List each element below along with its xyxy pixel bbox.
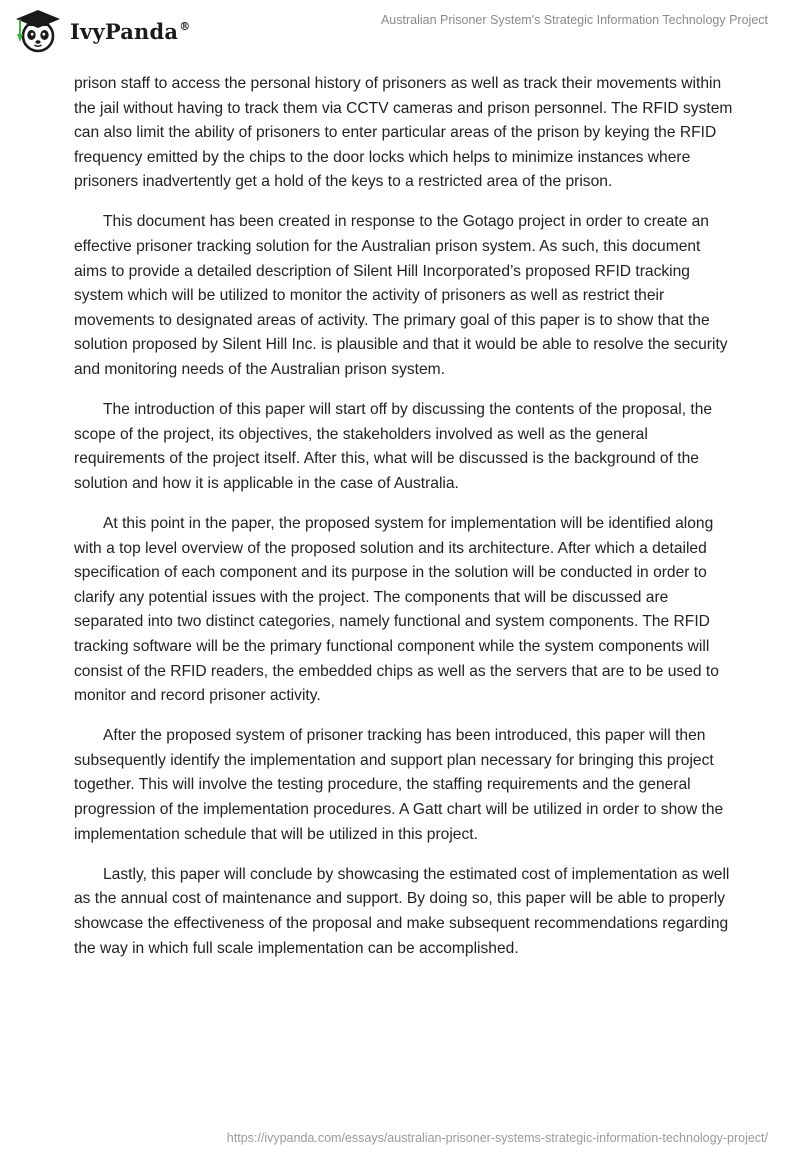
page-header [0, 0, 800, 62]
brand-name: IvyPanda® [70, 18, 191, 44]
ivypanda-logo[interactable] [12, 8, 190, 54]
paragraph-6: Lastly, this paper will conclude by showcasing the estimated cost of implementation as well as the annual cost of maintenance and support. By doing so, this paper will be able to properly showcase the effectiveness of the proposal and make subsequent recommendations regarding the way in which full scale implementation can be accomplished. [74, 865, 730, 957]
paragraph-3: The introduction of this paper will start off by discussing the contents of the proposal, the scope of the project, its objectives, the stakeholders involved as well as the general requirements of the project itself. After this, what will be discussed is the background of the solution and how it is applicable in the case of Australia. [74, 401, 713, 492]
paragraph-2: This document has been created in response to the Gotago project in order to create an effective prisoner tracking solution for the Australian prison system. As such, this document aims to provide a detailed description of Silent Hill Incorporated’s proposed RFID tracking system which will be utilized to monitor the activity of prisoners as well as restrict their movements to designated areas of activity. The primary goal of this paper is to show that the solution proposed by Silent Hill Inc. is plausible and that it would be able to resolve the security and monitoring needs of the Australian prison system. [74, 213, 728, 379]
paragraph-1: prison staff to access the personal history of prisoners as well as track their movements within the jail without having to track them via CCTV cameras and prison personnel. The RFID system can also limit the ability of prisoners to enter particular areas of the prison by keying the RFID frequency emitted by the chips to the door locks which helps to minimize instances where prisoners inadvertently get a hold of the keys to a restricted area of the prison. [74, 75, 733, 191]
registered-mark: ® [179, 19, 191, 33]
paragraph-5: After the proposed system of prisoner tracking has been introduced, this paper will then subsequently identify the implementation and support plan necessary for bringing this project together. This will involve the testing procedure, the staffing requirements and the general progression of the implementation procedures. A Gatt chart will be utilized in order to show the implementation schedule that will be utilized in this project. [74, 727, 724, 843]
panda-graduation-cap-icon [12, 8, 64, 54]
paragraph-4: At this point in the paper, the proposed system for implementation will be identified along with a top level overview of the proposed solution and its architecture. After which a detailed specification of each component and its purpose in the solution will be conducted in order to clarify any potential issues with the project. The components that will be discussed are separated into two distinct categories, namely functional and system components. The RFID tracking software will be the primary functional component while the system components will consist of the RFID readers, the embedded chips as well as the servers that are to be used to monitor and record prisoner activity. [74, 515, 719, 705]
source-url[interactable]: https://ivypanda.com/essays/australian-prisoner-systems-strategic-information-technology-project/ [226, 1131, 768, 1145]
document-title: Australian Prisoner System's Strategic Information Technology Project [380, 13, 768, 27]
essay-body [74, 72, 734, 977]
